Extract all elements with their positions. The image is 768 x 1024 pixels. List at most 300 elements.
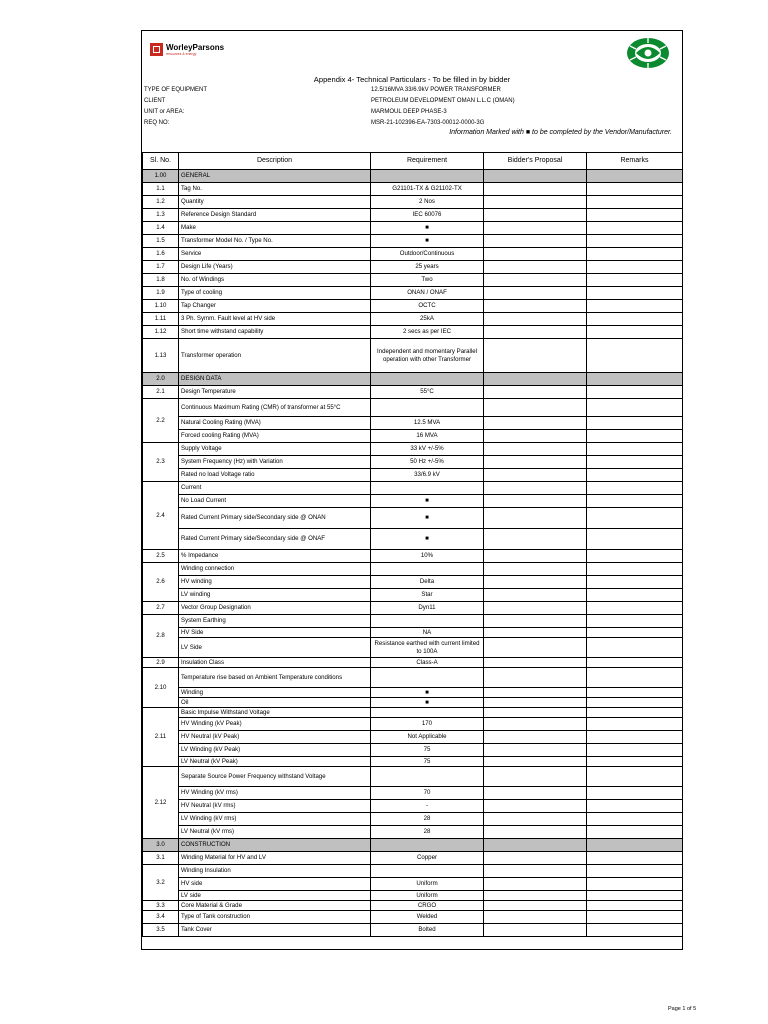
cell-requirement: Bolted bbox=[371, 924, 484, 937]
marker-icon: ■ bbox=[525, 129, 531, 136]
cell-remarks[interactable] bbox=[587, 708, 683, 718]
cell-remarks[interactable] bbox=[587, 563, 683, 576]
cell-remarks[interactable] bbox=[587, 373, 683, 386]
col-remarks: Remarks bbox=[587, 153, 683, 170]
cell-sl-no: 1.5 bbox=[143, 235, 179, 248]
table-row bbox=[143, 731, 683, 744]
cell-remarks[interactable] bbox=[587, 482, 683, 495]
cell-sl-no: 2.0 bbox=[143, 373, 179, 386]
cell-description: HV winding bbox=[179, 576, 371, 589]
cell-requirement: G21101-TX & G21102-TX bbox=[371, 183, 484, 196]
cell-description: Service bbox=[179, 248, 371, 261]
cell-requirement: 2 Nos bbox=[371, 196, 484, 209]
cell-requirement: 75 bbox=[371, 757, 484, 767]
cell-requirement: ■ bbox=[371, 495, 484, 508]
cell-sl-no: 1.12 bbox=[143, 326, 179, 339]
cell-requirement: 55°C bbox=[371, 386, 484, 399]
table-row bbox=[143, 658, 683, 668]
cell-bidders-proposal[interactable] bbox=[484, 658, 587, 668]
cell-remarks[interactable] bbox=[587, 658, 683, 668]
cell-bidders-proposal[interactable] bbox=[484, 399, 587, 417]
table-row bbox=[143, 222, 683, 235]
cell-sl-no: 3.3 bbox=[143, 901, 179, 911]
cell-remarks[interactable] bbox=[587, 589, 683, 602]
cell-remarks[interactable] bbox=[587, 767, 683, 787]
cell-bidders-proposal[interactable] bbox=[484, 698, 587, 708]
table-row bbox=[143, 744, 683, 757]
cell-bidders-proposal[interactable] bbox=[484, 550, 587, 563]
cell-description: LV side bbox=[179, 891, 371, 901]
table-row bbox=[143, 638, 683, 658]
cell-bidders-proposal[interactable] bbox=[484, 718, 587, 731]
cell-description: System Frequency (Hz) with Variation bbox=[179, 456, 371, 469]
cell-remarks[interactable] bbox=[587, 261, 683, 274]
section-row bbox=[143, 170, 683, 183]
cell-requirement: 2 secs as per IEC bbox=[371, 326, 484, 339]
cell-description: Short time withstand capability bbox=[179, 326, 371, 339]
cell-sl-no: 1.10 bbox=[143, 300, 179, 313]
cell-requirement bbox=[371, 170, 484, 183]
cell-bidders-proposal[interactable] bbox=[484, 508, 587, 529]
table-row bbox=[143, 495, 683, 508]
cell-bidders-proposal[interactable] bbox=[484, 757, 587, 767]
table-row bbox=[143, 443, 683, 456]
cell-bidders-proposal[interactable] bbox=[484, 576, 587, 589]
cell-bidders-proposal[interactable] bbox=[484, 800, 587, 813]
cell-sl-no: 2.12 bbox=[143, 767, 179, 839]
info-row bbox=[142, 107, 682, 118]
cell-remarks[interactable] bbox=[587, 443, 683, 456]
cell-description: Type of cooling bbox=[179, 287, 371, 300]
cell-description: Type of Tank construction bbox=[179, 911, 371, 924]
cell-description: Reference Design Standard bbox=[179, 209, 371, 222]
cell-bidders-proposal[interactable] bbox=[484, 708, 587, 718]
cell-sl-no: 2.6 bbox=[143, 563, 179, 602]
cell-description: Tank Cover bbox=[179, 924, 371, 937]
table-row bbox=[143, 865, 683, 878]
cell-bidders-proposal[interactable] bbox=[484, 495, 587, 508]
cell-requirement: 10% bbox=[371, 550, 484, 563]
cell-bidders-proposal[interactable] bbox=[484, 563, 587, 576]
cell-remarks[interactable] bbox=[587, 576, 683, 589]
cell-remarks[interactable] bbox=[587, 813, 683, 826]
cell-requirement: ■ bbox=[371, 698, 484, 708]
cell-remarks[interactable] bbox=[587, 744, 683, 757]
cell-remarks[interactable] bbox=[587, 274, 683, 287]
cell-description: Temperature rise based on Ambient Temperature conditions bbox=[179, 668, 371, 688]
table-row bbox=[143, 508, 683, 529]
note-after: to be completed by the Vendor/Manufacturer. bbox=[530, 129, 672, 136]
cell-description: Separate Source Power Frequency withstand Voltage bbox=[179, 767, 371, 787]
cell-bidders-proposal[interactable] bbox=[484, 222, 587, 235]
cell-description: Basic Impulse Withstand Voltage bbox=[179, 708, 371, 718]
client-logo-icon bbox=[626, 37, 670, 69]
cell-requirement: ■ bbox=[371, 235, 484, 248]
cell-remarks[interactable] bbox=[587, 469, 683, 482]
cell-requirement: Dyn11 bbox=[371, 602, 484, 615]
cell-bidders-proposal[interactable] bbox=[484, 300, 587, 313]
cell-sl-no: 2.1 bbox=[143, 386, 179, 399]
col-bidders-proposal: Bidder's Proposal bbox=[484, 153, 587, 170]
cell-bidders-proposal[interactable] bbox=[484, 443, 587, 456]
cell-remarks[interactable] bbox=[587, 300, 683, 313]
info-label: TYPE OF EQUIPMENT bbox=[144, 87, 208, 93]
table-row bbox=[143, 698, 683, 708]
cell-description: Current bbox=[179, 482, 371, 495]
cell-remarks[interactable] bbox=[587, 170, 683, 183]
cell-remarks[interactable] bbox=[587, 865, 683, 878]
cell-bidders-proposal[interactable] bbox=[484, 196, 587, 209]
table-row bbox=[143, 399, 683, 417]
cell-remarks[interactable] bbox=[587, 495, 683, 508]
cell-bidders-proposal[interactable] bbox=[484, 813, 587, 826]
cell-sl-no: 1.8 bbox=[143, 274, 179, 287]
cell-bidders-proposal[interactable] bbox=[484, 261, 587, 274]
info-label: REQ NO: bbox=[144, 120, 170, 126]
cell-bidders-proposal[interactable] bbox=[484, 744, 587, 757]
cell-bidders-proposal[interactable] bbox=[484, 688, 587, 698]
cell-sl-no: 1.6 bbox=[143, 248, 179, 261]
cell-bidders-proposal[interactable] bbox=[484, 589, 587, 602]
brand-name: WorleyParsons bbox=[166, 43, 225, 52]
cell-bidders-proposal[interactable] bbox=[484, 826, 587, 839]
cell-remarks[interactable] bbox=[587, 339, 683, 373]
cell-bidders-proposal[interactable] bbox=[484, 628, 587, 638]
cell-remarks[interactable] bbox=[587, 183, 683, 196]
cell-requirement: ONAN / ONAF bbox=[371, 287, 484, 300]
info-row bbox=[142, 85, 682, 96]
cell-description: Tap Changer bbox=[179, 300, 371, 313]
cell-description: LV Winding (kV Peak) bbox=[179, 744, 371, 757]
cell-bidders-proposal[interactable] bbox=[484, 731, 587, 744]
cell-bidders-proposal[interactable] bbox=[484, 924, 587, 937]
table-row bbox=[143, 688, 683, 698]
cell-description: Design Life (Years) bbox=[179, 261, 371, 274]
cell-description: Supply Voltage bbox=[179, 443, 371, 456]
cell-remarks[interactable] bbox=[587, 615, 683, 628]
col-requirement: Requirement bbox=[371, 153, 484, 170]
info-row bbox=[142, 118, 682, 129]
cell-remarks[interactable] bbox=[587, 787, 683, 800]
cell-requirement: 33/6.9 kV bbox=[371, 469, 484, 482]
cell-remarks[interactable] bbox=[587, 911, 683, 924]
cell-remarks[interactable] bbox=[587, 800, 683, 813]
cell-requirement: ■ bbox=[371, 529, 484, 550]
cell-bidders-proposal[interactable] bbox=[484, 430, 587, 443]
table-row bbox=[143, 911, 683, 924]
cell-bidders-proposal[interactable] bbox=[484, 209, 587, 222]
cell-requirement: Uniform bbox=[371, 891, 484, 901]
table-row bbox=[143, 602, 683, 615]
logo-mark-icon bbox=[150, 43, 163, 56]
cell-remarks[interactable] bbox=[587, 731, 683, 744]
appendix-title: Appendix 4- Technical Particulars - To be filled in by bidder bbox=[313, 75, 511, 84]
cell-requirement: Independent and momentary Parallel operation with other Transformer bbox=[371, 339, 484, 373]
table-row bbox=[143, 196, 683, 209]
cell-bidders-proposal[interactable] bbox=[484, 852, 587, 865]
cell-requirement: NA bbox=[371, 628, 484, 638]
cell-description: LV Side bbox=[179, 638, 371, 658]
cell-requirement: 70 bbox=[371, 787, 484, 800]
table-row bbox=[143, 287, 683, 300]
page-number: Page 1 of 5 bbox=[668, 1006, 697, 1012]
cell-remarks[interactable] bbox=[587, 602, 683, 615]
table-row bbox=[143, 924, 683, 937]
cell-bidders-proposal[interactable] bbox=[484, 326, 587, 339]
cell-remarks[interactable] bbox=[587, 688, 683, 698]
cell-requirement bbox=[371, 615, 484, 628]
cell-requirement bbox=[371, 708, 484, 718]
cell-sl-no: 2.7 bbox=[143, 602, 179, 615]
table-row bbox=[143, 628, 683, 638]
cell-description: Winding Insulation bbox=[179, 865, 371, 878]
cell-sl-no: 2.9 bbox=[143, 658, 179, 668]
cell-requirement: 12.5 MVA bbox=[371, 417, 484, 430]
cell-bidders-proposal[interactable] bbox=[484, 170, 587, 183]
cell-description: Transformer Model No. / Type No. bbox=[179, 235, 371, 248]
cell-requirement: ■ bbox=[371, 688, 484, 698]
cell-sl-no: 2.10 bbox=[143, 668, 179, 708]
cell-bidders-proposal[interactable] bbox=[484, 865, 587, 878]
cell-remarks[interactable] bbox=[587, 852, 683, 865]
cell-sl-no: 1.11 bbox=[143, 313, 179, 326]
cell-bidders-proposal[interactable] bbox=[484, 235, 587, 248]
cell-remarks[interactable] bbox=[587, 313, 683, 326]
cell-bidders-proposal[interactable] bbox=[484, 839, 587, 852]
table-row bbox=[143, 708, 683, 718]
section-row bbox=[143, 839, 683, 852]
cell-remarks[interactable] bbox=[587, 287, 683, 300]
cell-remarks[interactable] bbox=[587, 718, 683, 731]
table-row bbox=[143, 891, 683, 901]
cell-remarks[interactable] bbox=[587, 826, 683, 839]
cell-requirement: Star bbox=[371, 589, 484, 602]
cell-sl-no: 3.5 bbox=[143, 924, 179, 937]
cell-bidders-proposal[interactable] bbox=[484, 469, 587, 482]
table-row bbox=[143, 183, 683, 196]
table-row bbox=[143, 878, 683, 891]
cell-remarks[interactable] bbox=[587, 839, 683, 852]
cell-bidders-proposal[interactable] bbox=[484, 373, 587, 386]
table-row bbox=[143, 787, 683, 800]
cell-requirement: Not Applicable bbox=[371, 731, 484, 744]
cell-description: LV Neutral (kV Peak) bbox=[179, 757, 371, 767]
cell-bidders-proposal[interactable] bbox=[484, 274, 587, 287]
cell-sl-no: 2.3 bbox=[143, 443, 179, 482]
cell-requirement: 25kA bbox=[371, 313, 484, 326]
cell-remarks[interactable] bbox=[587, 878, 683, 891]
table-row bbox=[143, 589, 683, 602]
table-row bbox=[143, 576, 683, 589]
cell-remarks[interactable] bbox=[587, 430, 683, 443]
cell-description: Vector Group Designation bbox=[179, 602, 371, 615]
cell-sl-no: 2.2 bbox=[143, 399, 179, 443]
table-row bbox=[143, 248, 683, 261]
table-row bbox=[143, 300, 683, 313]
col-sl-no: Sl. No. bbox=[143, 153, 179, 170]
cell-bidders-proposal[interactable] bbox=[484, 787, 587, 800]
cell-remarks[interactable] bbox=[587, 386, 683, 399]
cell-requirement: Uniform bbox=[371, 878, 484, 891]
vendor-note bbox=[142, 129, 682, 136]
table-row bbox=[143, 209, 683, 222]
cell-remarks[interactable] bbox=[587, 891, 683, 901]
cell-bidders-proposal[interactable] bbox=[484, 287, 587, 300]
table-row bbox=[143, 901, 683, 911]
cell-bidders-proposal[interactable] bbox=[484, 901, 587, 911]
info-row bbox=[142, 96, 682, 107]
cell-description: Winding bbox=[179, 688, 371, 698]
cell-sl-no: 2.8 bbox=[143, 615, 179, 658]
cell-bidders-proposal[interactable] bbox=[484, 417, 587, 430]
cell-description: Oil bbox=[179, 698, 371, 708]
cell-sl-no: 1.00 bbox=[143, 170, 179, 183]
cell-description: Design Temperature bbox=[179, 386, 371, 399]
cell-remarks[interactable] bbox=[587, 638, 683, 658]
cell-description: Winding Material for HV and LV bbox=[179, 852, 371, 865]
cell-requirement bbox=[371, 563, 484, 576]
cell-description: LV Neutral (kV rms) bbox=[179, 826, 371, 839]
note-before: Information Marked with bbox=[449, 129, 526, 136]
cell-bidders-proposal[interactable] bbox=[484, 615, 587, 628]
cell-requirement: Resistance earthed with current limited to 100A bbox=[371, 638, 484, 658]
cell-sl-no: 2.11 bbox=[143, 708, 179, 767]
cell-bidders-proposal[interactable] bbox=[484, 386, 587, 399]
table-row bbox=[143, 550, 683, 563]
cell-requirement: ■ bbox=[371, 222, 484, 235]
cell-bidders-proposal[interactable] bbox=[484, 767, 587, 787]
cell-bidders-proposal[interactable] bbox=[484, 313, 587, 326]
section-row bbox=[143, 373, 683, 386]
table-row bbox=[143, 563, 683, 576]
cell-remarks[interactable] bbox=[587, 248, 683, 261]
cell-remarks[interactable] bbox=[587, 235, 683, 248]
cell-description: DESIGN DATA bbox=[179, 373, 371, 386]
cell-sl-no: 1.2 bbox=[143, 196, 179, 209]
cell-requirement: 16 MVA bbox=[371, 430, 484, 443]
technical-particulars-table bbox=[142, 152, 683, 937]
cell-sl-no: 1.9 bbox=[143, 287, 179, 300]
cell-description: HV side bbox=[179, 878, 371, 891]
cell-sl-no: 3.2 bbox=[143, 865, 179, 901]
cell-description: HV Side bbox=[179, 628, 371, 638]
info-value: PETROLEUM DEVELOPMENT OMAN L.L.C (OMAN) bbox=[371, 98, 515, 104]
cell-bidders-proposal[interactable] bbox=[484, 529, 587, 550]
cell-bidders-proposal[interactable] bbox=[484, 482, 587, 495]
cell-remarks[interactable] bbox=[587, 628, 683, 638]
cell-remarks[interactable] bbox=[587, 924, 683, 937]
info-label: UNIT or AREA: bbox=[144, 109, 185, 115]
cell-remarks[interactable] bbox=[587, 196, 683, 209]
table-row bbox=[143, 339, 683, 373]
cell-description: No. of Windings bbox=[179, 274, 371, 287]
cell-remarks[interactable] bbox=[587, 757, 683, 767]
cell-description: HV Winding (kV Peak) bbox=[179, 718, 371, 731]
cell-remarks[interactable] bbox=[587, 508, 683, 529]
cell-description: GENERAL bbox=[179, 170, 371, 183]
cell-description: Insulation Class bbox=[179, 658, 371, 668]
cell-requirement bbox=[371, 482, 484, 495]
cell-description: Rated no load Voltage ratio bbox=[179, 469, 371, 482]
document-page bbox=[141, 30, 683, 950]
cell-remarks[interactable] bbox=[587, 209, 683, 222]
cell-remarks[interactable] bbox=[587, 222, 683, 235]
table-row bbox=[143, 235, 683, 248]
cell-bidders-proposal[interactable] bbox=[484, 668, 587, 688]
table-row bbox=[143, 767, 683, 787]
cell-remarks[interactable] bbox=[587, 417, 683, 430]
cell-description: Tag No. bbox=[179, 183, 371, 196]
cell-description: No Load Current bbox=[179, 495, 371, 508]
brand-tagline: resources & energy bbox=[166, 52, 197, 56]
cell-requirement: Delta bbox=[371, 576, 484, 589]
info-label: CLIENT bbox=[144, 98, 166, 104]
cell-description: Transformer operation bbox=[179, 339, 371, 373]
cell-description: HV Neutral (kV Peak) bbox=[179, 731, 371, 744]
cell-requirement: 50 Hz +/-5% bbox=[371, 456, 484, 469]
cell-bidders-proposal[interactable] bbox=[484, 339, 587, 373]
cell-remarks[interactable] bbox=[587, 698, 683, 708]
table-row bbox=[143, 261, 683, 274]
cell-sl-no: 3.0 bbox=[143, 839, 179, 852]
info-value: MSR-21-102396-EA-7303-00012-0000-3G bbox=[371, 120, 485, 126]
cell-bidders-proposal[interactable] bbox=[484, 456, 587, 469]
cell-bidders-proposal[interactable] bbox=[484, 638, 587, 658]
cell-requirement: Copper bbox=[371, 852, 484, 865]
table-row bbox=[143, 313, 683, 326]
cell-requirement: OCTC bbox=[371, 300, 484, 313]
cell-description: Make bbox=[179, 222, 371, 235]
table-row bbox=[143, 718, 683, 731]
cell-bidders-proposal[interactable] bbox=[484, 911, 587, 924]
cell-remarks[interactable] bbox=[587, 326, 683, 339]
cell-remarks[interactable] bbox=[587, 456, 683, 469]
table-row bbox=[143, 615, 683, 628]
cell-remarks[interactable] bbox=[587, 901, 683, 911]
table-header-row bbox=[143, 153, 683, 170]
cell-description: HV Winding (kV rms) bbox=[179, 787, 371, 800]
cell-requirement: 28 bbox=[371, 813, 484, 826]
cell-remarks[interactable] bbox=[587, 668, 683, 688]
info-value: 12.5/16MVA 33/6.9kV POWER TRANSFORMER bbox=[371, 87, 501, 93]
cell-requirement bbox=[371, 865, 484, 878]
cell-remarks[interactable] bbox=[587, 399, 683, 417]
cell-bidders-proposal[interactable] bbox=[484, 891, 587, 901]
info-value: MARMOUL DEEP PHASE-3 bbox=[371, 109, 447, 115]
cell-requirement: Welded bbox=[371, 911, 484, 924]
cell-requirement: IEC 60076 bbox=[371, 209, 484, 222]
table-row bbox=[143, 757, 683, 767]
cell-bidders-proposal[interactable] bbox=[484, 878, 587, 891]
cell-remarks[interactable] bbox=[587, 550, 683, 563]
page-header bbox=[142, 31, 682, 73]
table-row bbox=[143, 668, 683, 688]
cell-description: LV winding bbox=[179, 589, 371, 602]
cell-requirement bbox=[371, 767, 484, 787]
cell-requirement: 170 bbox=[371, 718, 484, 731]
cell-requirement: 33 kV +/-5% bbox=[371, 443, 484, 456]
table-row bbox=[143, 456, 683, 469]
cell-bidders-proposal[interactable] bbox=[484, 602, 587, 615]
cell-remarks[interactable] bbox=[587, 529, 683, 550]
col-description: Description bbox=[179, 153, 371, 170]
cell-bidders-proposal[interactable] bbox=[484, 183, 587, 196]
cell-description: Continuous Maximum Rating (CMR) of transformer at 55°C bbox=[179, 399, 371, 417]
table-row bbox=[143, 274, 683, 287]
cell-sl-no: 2.5 bbox=[143, 550, 179, 563]
cell-sl-no: 3.4 bbox=[143, 911, 179, 924]
cell-bidders-proposal[interactable] bbox=[484, 248, 587, 261]
